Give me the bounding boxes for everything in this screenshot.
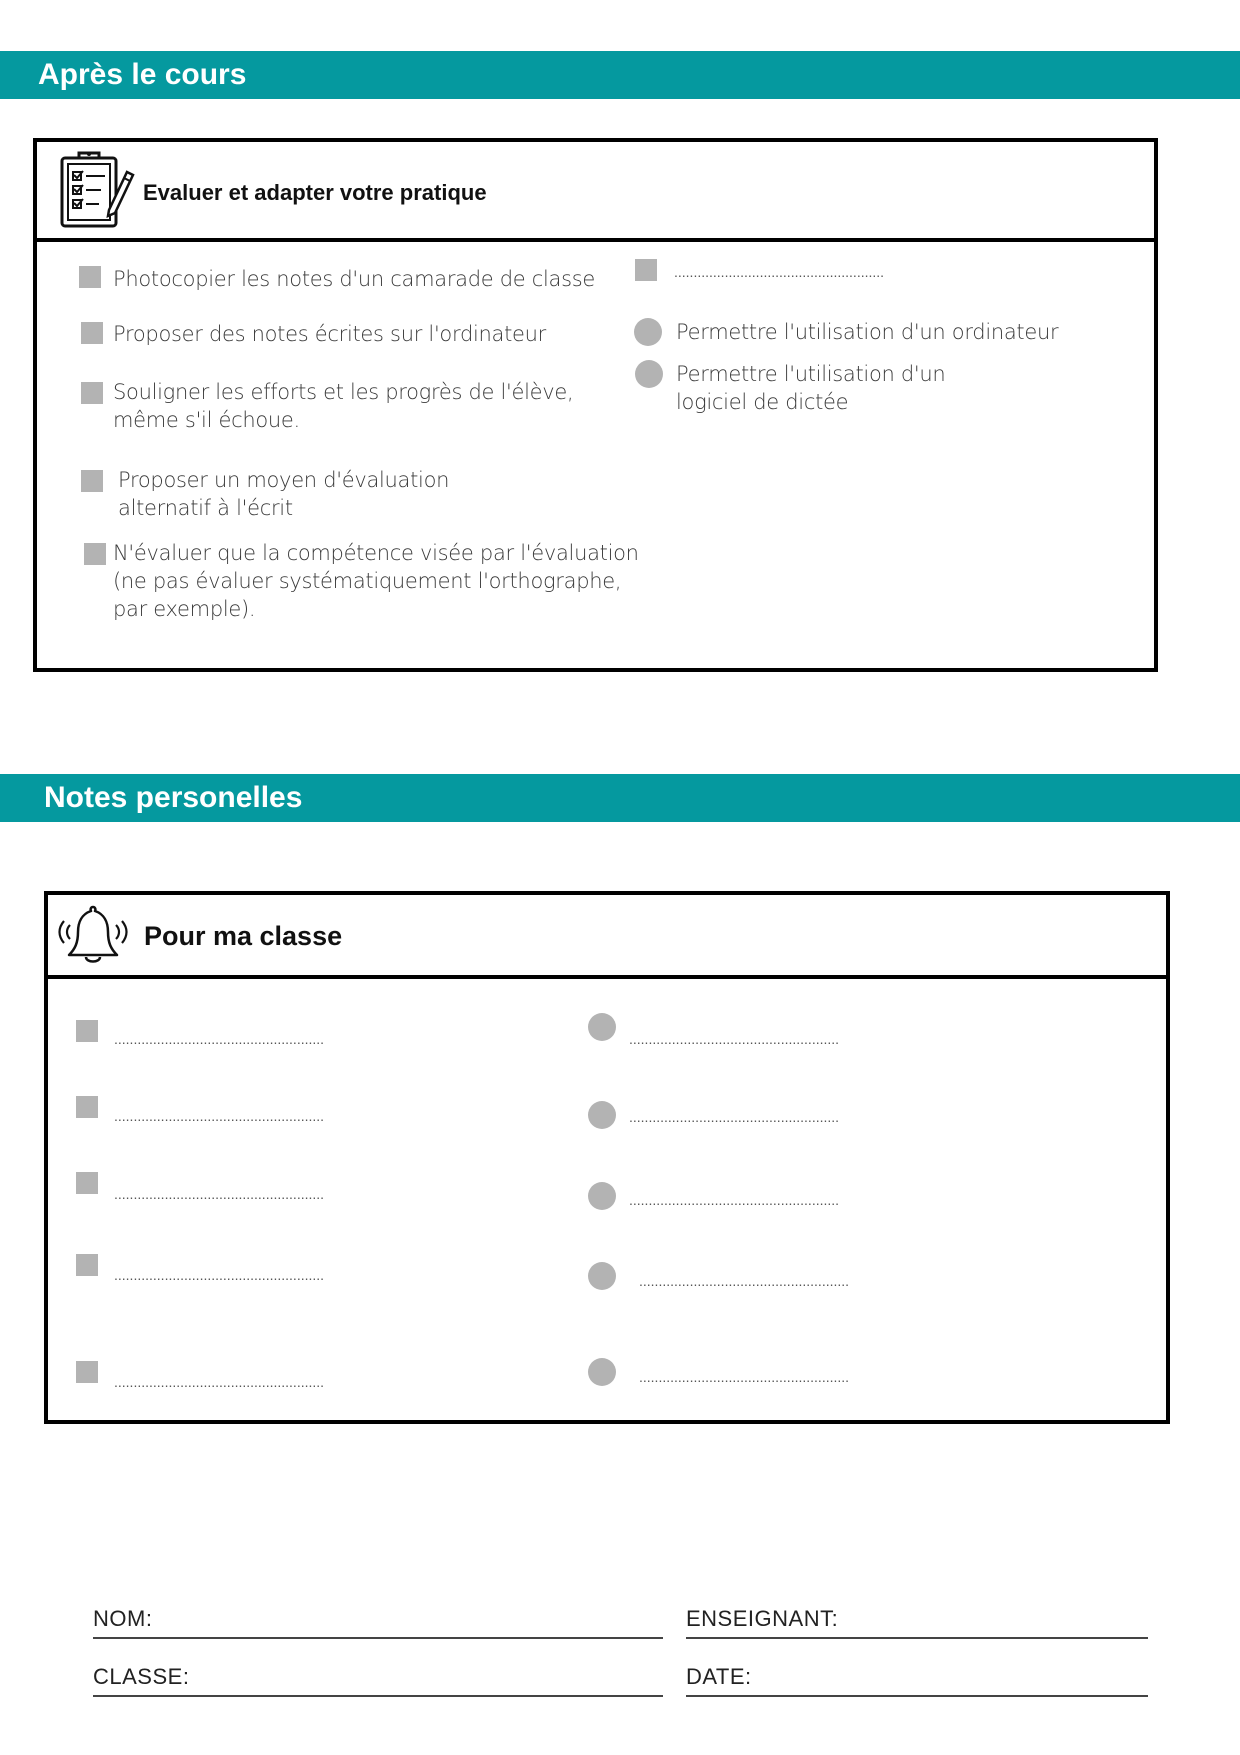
class-card-header [48,895,1166,979]
class-card-title: Pour ma classe [144,921,343,951]
section-title-notes: Notes personelles [44,781,303,814]
item-computer-use-line-1: Permettre l'utilisation d'un ordinateur [676,320,1059,344]
class-radio-5[interactable] [588,1358,616,1386]
item-competence-line-1: N'évaluer que la compétence visée par l'évaluation [113,541,639,565]
item-competence-line-2: (ne pas évaluer systématiquement l'orthographe, [113,569,622,593]
class-checkbox-2[interactable] [76,1096,98,1118]
class-radio-2[interactable] [588,1101,616,1129]
bell-ringing-icon [58,903,128,969]
class-checkbox-5[interactable] [76,1361,98,1383]
checkbox-notes-computer[interactable] [81,322,103,344]
section-banner-after [0,51,1240,99]
blank-line-right[interactable]: ...................................................... [674,264,885,280]
item-photocopy-line-1: Photocopier les notes d'un camarade de classe [113,267,596,291]
field-date[interactable] [686,1695,1148,1697]
label-classe: CLASSE: [93,1664,190,1689]
class-checkbox-3[interactable] [76,1172,98,1194]
item-efforts-line-2: même s'il échoue. [113,408,300,432]
class-blank-left-1[interactable]: ...................................................... [114,1031,325,1047]
checkbox-alt-evaluation[interactable] [81,470,103,492]
class-blank-right-5[interactable]: ...................................................... [639,1369,850,1385]
clipboard-checklist-icon [59,150,135,230]
item-alt-evaluation-line-2: alternatif à l'écrit [118,496,293,520]
class-blank-right-4[interactable]: ...................................................... [639,1273,850,1289]
class-blank-right-2[interactable]: ...................................................... [629,1109,840,1125]
label-date: DATE: [686,1664,752,1689]
class-checkbox-4[interactable] [76,1254,98,1276]
class-blank-right-1[interactable]: ...................................................... [629,1031,840,1047]
class-blank-left-2[interactable]: ...................................................... [114,1108,325,1124]
checkbox-right-blank[interactable] [635,259,657,281]
item-notes-computer-line-1: Proposer des notes écrites sur l'ordinateur [113,322,546,346]
item-competence-line-3: par exemple). [113,597,256,621]
evaluate-card-title: Evaluer et adapter votre pratique [143,180,487,205]
class-blank-left-5[interactable]: ...................................................... [114,1374,325,1390]
item-dictation-line-2: logiciel de dictée [676,390,849,414]
label-nom: NOM: [93,1606,153,1631]
section-banner-notes [0,774,1240,822]
class-radio-3[interactable] [588,1182,616,1210]
class-radio-1[interactable] [588,1013,616,1041]
class-blank-right-3[interactable]: ...................................................... [629,1192,840,1208]
field-enseignant[interactable] [686,1637,1148,1639]
class-checkbox-1[interactable] [76,1020,98,1042]
class-blank-left-4[interactable]: ...................................................... [114,1267,325,1283]
item-dictation-line-1: Permettre l'utilisation d'un [676,362,946,386]
section-title-after: Après le cours [38,58,247,91]
field-classe[interactable] [93,1695,663,1697]
checkbox-photocopy[interactable] [79,266,101,288]
field-nom[interactable] [93,1637,663,1639]
label-enseignant: ENSEIGNANT: [686,1606,839,1631]
evaluate-card [33,138,1158,672]
checkbox-efforts[interactable] [81,382,103,404]
item-efforts-line-1: Souligner les efforts et les progrès de l'élève, [113,380,574,404]
item-alt-evaluation-line-1: Proposer un moyen d'évaluation [118,468,450,492]
radio-computer-use[interactable] [634,318,662,346]
radio-dictation-software[interactable] [635,360,663,388]
class-radio-4[interactable] [588,1262,616,1290]
class-card [44,891,1170,1424]
class-blank-left-3[interactable]: ...................................................... [114,1186,325,1202]
checkbox-competence[interactable] [84,543,106,565]
evaluate-card-header [37,142,1154,242]
